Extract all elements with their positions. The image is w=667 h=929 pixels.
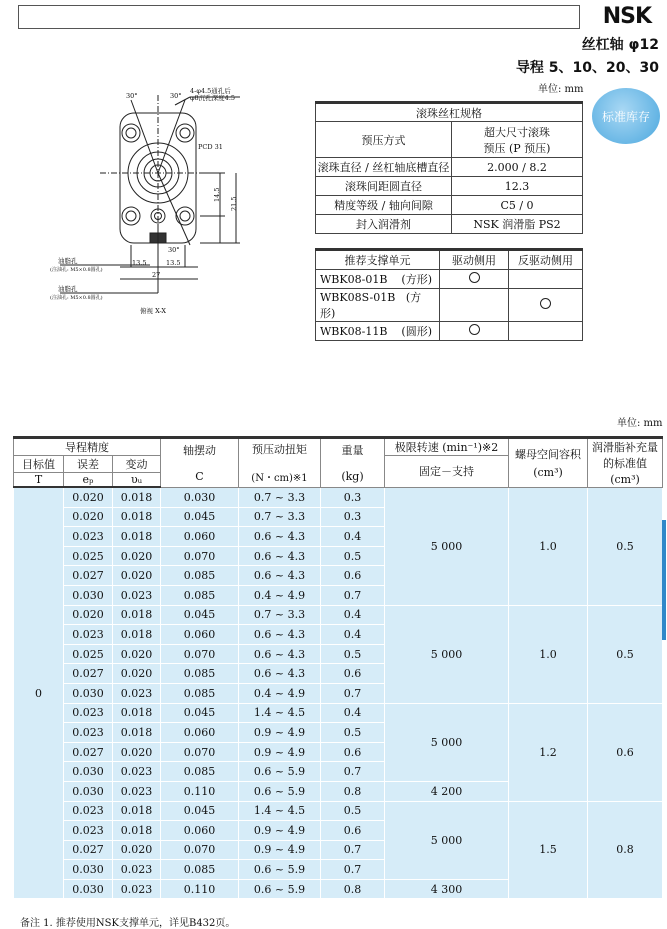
table-cell: 0.9 ~ 4.9 bbox=[239, 821, 321, 841]
table-cell: 0.018 bbox=[113, 821, 161, 841]
table-cell: 0.4 bbox=[321, 527, 385, 547]
weight-header: 重量 (kg) bbox=[321, 438, 385, 488]
table-cell: 0.9 ~ 4.9 bbox=[239, 723, 321, 743]
table-cell: 0.7 bbox=[321, 860, 385, 880]
spec-title: 滚珠丝杠规格 bbox=[316, 103, 583, 122]
table-cell: 0.060 bbox=[161, 723, 239, 743]
table-cell: 0.018 bbox=[113, 801, 161, 821]
oil-hole-2: 油脂孔 bbox=[58, 285, 78, 293]
non-drive-side-mark bbox=[540, 298, 551, 309]
support-model: WBK08-11B (圆形) bbox=[316, 322, 440, 341]
table-cell: 0.018 bbox=[113, 507, 161, 527]
table-cell: 0.6 ~ 5.9 bbox=[239, 781, 321, 801]
table-row bbox=[14, 801, 663, 821]
nut-space-cell: 1.5 bbox=[509, 801, 588, 899]
table-cell: 0.6 ~ 5.9 bbox=[239, 860, 321, 880]
table-cell: 0.9 ~ 4.9 bbox=[239, 840, 321, 860]
support-header: 驱动侧用 bbox=[440, 250, 509, 270]
table-cell: 0.020 bbox=[113, 742, 161, 762]
table-cell: 0.4 bbox=[321, 625, 385, 645]
table-cell: 0.6 ~ 4.3 bbox=[239, 664, 321, 684]
dim-13-5-b: 13.5 bbox=[166, 259, 181, 267]
view-label: 俯视 X-X bbox=[140, 307, 167, 315]
nut-space-header: 螺母空间容积 (cm³) bbox=[509, 438, 588, 488]
brand-logo: NSK bbox=[602, 4, 651, 29]
support-header: 反驱动侧用 bbox=[509, 250, 583, 270]
table-cell: 0.6 ~ 4.3 bbox=[239, 527, 321, 547]
table-cell: 0.030 bbox=[161, 487, 239, 507]
table-cell: 0.045 bbox=[161, 801, 239, 821]
table-cell: 1.4 ~ 4.5 bbox=[239, 703, 321, 723]
standard-stock-badge: 标准库存 bbox=[592, 88, 660, 144]
speed-cell: 5 000 bbox=[385, 801, 509, 879]
counterbore-label: φ8沉孔深度4.5 bbox=[190, 94, 236, 102]
angle-top-right: 30° bbox=[170, 92, 182, 100]
runout-header: 轴摆动 C bbox=[161, 438, 239, 488]
nut-space-cell: 1.0 bbox=[509, 605, 588, 703]
table-cell: 0.030 bbox=[64, 860, 113, 880]
spec-label: 预压方式 bbox=[316, 122, 452, 158]
angle-bottom: 30° bbox=[168, 246, 180, 254]
speed-header: 极限转速 (min⁻¹)※2 bbox=[385, 438, 509, 456]
spec-value: 超大尺寸滚珠 预压 (P 预压) bbox=[452, 122, 583, 158]
table-cell: 0.7 bbox=[321, 762, 385, 782]
support-table bbox=[315, 248, 583, 341]
page-edge-marker bbox=[662, 520, 666, 640]
table-row bbox=[14, 487, 663, 507]
table-cell: 0.023 bbox=[113, 860, 161, 880]
header-frame bbox=[18, 5, 580, 29]
table-cell: 0.5 bbox=[321, 723, 385, 743]
variation-header: 变动 bbox=[113, 456, 161, 473]
dim-27: 27 bbox=[152, 271, 161, 279]
table-cell: 0.085 bbox=[161, 762, 239, 782]
unit-label: 单位: mm bbox=[538, 84, 584, 95]
main-unit-label: 单位: mm bbox=[617, 418, 663, 429]
lead-accuracy-header: 导程精度 bbox=[14, 438, 161, 456]
support-model: WBK08-01B (方形) bbox=[316, 270, 440, 289]
table-cell: 0.6 ~ 4.3 bbox=[239, 625, 321, 645]
spec-label: 精度等级 / 轴向间隙 bbox=[316, 196, 452, 215]
target-header: 目标值 bbox=[14, 456, 64, 473]
speed-cell: 5 000 bbox=[385, 487, 509, 605]
table-cell: 0.030 bbox=[64, 781, 113, 801]
page-title: 丝杠轴 φ12 bbox=[581, 37, 659, 53]
nut-space-cell: 1.2 bbox=[509, 703, 588, 801]
spec-label: 滚珠间距圆直径 bbox=[316, 177, 452, 196]
table-cell: 0.085 bbox=[161, 585, 239, 605]
table-cell: 0.7 bbox=[321, 683, 385, 703]
table-cell: 0.030 bbox=[64, 879, 113, 899]
table-cell: 0.4 ~ 4.9 bbox=[239, 585, 321, 605]
table-cell: 0.045 bbox=[161, 507, 239, 527]
dim-14-5: 14.5 bbox=[213, 187, 221, 202]
holes-label: 4-φ4.5通孔后 bbox=[190, 87, 231, 95]
table-cell: 0.5 bbox=[321, 801, 385, 821]
table-cell: 0.018 bbox=[113, 625, 161, 645]
oil-hole-1-note: (注油孔: M5×0.8圆孔) bbox=[50, 267, 103, 273]
table-cell: 0.9 ~ 4.9 bbox=[239, 742, 321, 762]
table-cell: 0.085 bbox=[161, 860, 239, 880]
table-cell: 0.023 bbox=[113, 585, 161, 605]
speed-sub-header: 固定－支持 bbox=[385, 456, 509, 488]
table-cell: 0.110 bbox=[161, 781, 239, 801]
table-cell: 0.070 bbox=[161, 840, 239, 860]
table-cell: 0.023 bbox=[113, 781, 161, 801]
dim-21-5: 21.5 bbox=[230, 196, 238, 211]
table-cell: 0.045 bbox=[161, 605, 239, 625]
support-header: 推荐支撑单元 bbox=[316, 250, 440, 270]
table-cell: 0.045 bbox=[161, 703, 239, 723]
table-cell: 0.023 bbox=[113, 683, 161, 703]
table-cell: 0.7 ~ 3.3 bbox=[239, 507, 321, 527]
table-cell: 0.085 bbox=[161, 664, 239, 684]
table-cell: 0.8 bbox=[321, 781, 385, 801]
table-cell: 0.027 bbox=[64, 840, 113, 860]
table-cell: 0.6 ~ 5.9 bbox=[239, 879, 321, 899]
table-cell: 0.030 bbox=[64, 683, 113, 703]
table-cell: 0.5 bbox=[321, 644, 385, 664]
footnote: 备注 1. 推荐使用NSK支撑单元，详见B432页。 bbox=[20, 918, 236, 929]
table-cell: 0.025 bbox=[64, 644, 113, 664]
table-cell: 0.020 bbox=[64, 487, 113, 507]
table-cell: 0.018 bbox=[113, 487, 161, 507]
table-row bbox=[14, 605, 663, 625]
table-cell: 0.070 bbox=[161, 742, 239, 762]
target-sym: T bbox=[14, 473, 64, 488]
table-cell: 0.020 bbox=[113, 664, 161, 684]
table-cell: 0.3 bbox=[321, 507, 385, 527]
spec-value: C5 / 0 bbox=[452, 196, 583, 215]
table-cell: 0.7 ~ 3.3 bbox=[239, 605, 321, 625]
table-cell: 0.6 ~ 4.3 bbox=[239, 644, 321, 664]
spec-value: 2.000 / 8.2 bbox=[452, 158, 583, 177]
table-cell: 0.018 bbox=[113, 605, 161, 625]
table-cell: 0.018 bbox=[113, 723, 161, 743]
table-cell: 0.6 ~ 4.3 bbox=[239, 566, 321, 586]
speed-cell: 5 000 bbox=[385, 605, 509, 703]
speed-cell: 4 200 bbox=[385, 781, 509, 801]
table-cell: 0.018 bbox=[113, 703, 161, 723]
table-cell: 0.060 bbox=[161, 821, 239, 841]
grease-header: 润滑脂补充量的标准值 (cm³) bbox=[588, 438, 663, 488]
table-cell: 0.025 bbox=[64, 546, 113, 566]
error-header: 误差 bbox=[64, 456, 113, 473]
flange-drawing bbox=[40, 85, 300, 320]
table-cell: 0.060 bbox=[161, 625, 239, 645]
grease-cell: 0.5 bbox=[588, 487, 663, 605]
table-cell: 0.6 bbox=[321, 821, 385, 841]
grease-cell: 0.6 bbox=[588, 703, 663, 801]
spec-table bbox=[315, 101, 583, 234]
table-cell: 0.023 bbox=[113, 879, 161, 899]
table-cell: 0.023 bbox=[64, 703, 113, 723]
table-cell: 0.030 bbox=[64, 585, 113, 605]
error-sym: eₚ bbox=[64, 473, 113, 488]
table-cell: 0.7 bbox=[321, 840, 385, 860]
table-cell: 0.070 bbox=[161, 546, 239, 566]
table-cell: 0.027 bbox=[64, 742, 113, 762]
spec-value: NSK 润滑脂 PS2 bbox=[452, 215, 583, 234]
table-cell: 0.027 bbox=[64, 664, 113, 684]
table-cell: 0.7 bbox=[321, 585, 385, 605]
table-cell: 0.4 bbox=[321, 703, 385, 723]
grease-cell: 0.5 bbox=[588, 605, 663, 703]
table-cell: 0.6 bbox=[321, 664, 385, 684]
table-cell: 0.070 bbox=[161, 644, 239, 664]
page-subtitle: 导程 5、10、20、30 bbox=[515, 60, 659, 76]
pcd-label: PCD 31 bbox=[198, 143, 223, 151]
oil-hole-2-note: (注油孔: M5×0.8圆孔) bbox=[50, 295, 103, 301]
table-row bbox=[14, 703, 663, 723]
spec-label: 封入润滑剂 bbox=[316, 215, 452, 234]
support-model: WBK08S-01B (方形) bbox=[316, 289, 440, 322]
table-cell: 0.020 bbox=[113, 546, 161, 566]
table-cell: 0.110 bbox=[161, 879, 239, 899]
drive-side-mark bbox=[469, 272, 480, 283]
oil-hole-1: 油脂孔 bbox=[58, 257, 78, 265]
table-cell: 0.7 ~ 3.3 bbox=[239, 487, 321, 507]
table-cell: 0.3 bbox=[321, 487, 385, 507]
grease-cell: 0.8 bbox=[588, 801, 663, 899]
nut-space-cell: 1.0 bbox=[509, 487, 588, 605]
table-cell: 0.060 bbox=[161, 527, 239, 547]
table-cell: 0.023 bbox=[64, 625, 113, 645]
table-cell: 0.6 bbox=[321, 742, 385, 762]
table-cell: 1.4 ~ 4.5 bbox=[239, 801, 321, 821]
table-cell: 0.027 bbox=[64, 566, 113, 586]
table-cell: 0.4 ~ 4.9 bbox=[239, 683, 321, 703]
speed-cell: 4 300 bbox=[385, 879, 509, 899]
table-cell: 0.6 ~ 5.9 bbox=[239, 762, 321, 782]
target-value: 0 bbox=[14, 487, 64, 899]
table-cell: 0.6 ~ 4.3 bbox=[239, 546, 321, 566]
table-cell: 0.030 bbox=[64, 762, 113, 782]
drive-side-mark bbox=[469, 324, 480, 335]
table-cell: 0.085 bbox=[161, 683, 239, 703]
table-cell: 0.8 bbox=[321, 879, 385, 899]
spec-label: 滚珠直径 / 丝杠轴底槽直径 bbox=[316, 158, 452, 177]
table-cell: 0.6 bbox=[321, 566, 385, 586]
table-cell: 0.023 bbox=[113, 762, 161, 782]
table-cell: 0.4 bbox=[321, 605, 385, 625]
table-cell: 0.5 bbox=[321, 546, 385, 566]
variation-sym: υᵤ bbox=[113, 473, 161, 488]
dim-13-5-a: 13.5 bbox=[132, 259, 147, 267]
table-cell: 0.020 bbox=[113, 840, 161, 860]
speed-cell: 5 000 bbox=[385, 703, 509, 781]
table-cell: 0.020 bbox=[113, 644, 161, 664]
table-cell: 0.020 bbox=[113, 566, 161, 586]
angle-top-left: 30° bbox=[126, 92, 138, 100]
table-cell: 0.018 bbox=[113, 527, 161, 547]
table-cell: 0.023 bbox=[64, 821, 113, 841]
table-cell: 0.023 bbox=[64, 801, 113, 821]
table-cell: 0.023 bbox=[64, 527, 113, 547]
table-cell: 0.023 bbox=[64, 723, 113, 743]
main-spec-table bbox=[13, 436, 663, 899]
table-cell: 0.020 bbox=[64, 605, 113, 625]
spec-value: 12.3 bbox=[452, 177, 583, 196]
table-cell: 0.085 bbox=[161, 566, 239, 586]
table-cell: 0.020 bbox=[64, 507, 113, 527]
torque-header: 预压动扭矩 (N・cm)※1 bbox=[239, 438, 321, 488]
